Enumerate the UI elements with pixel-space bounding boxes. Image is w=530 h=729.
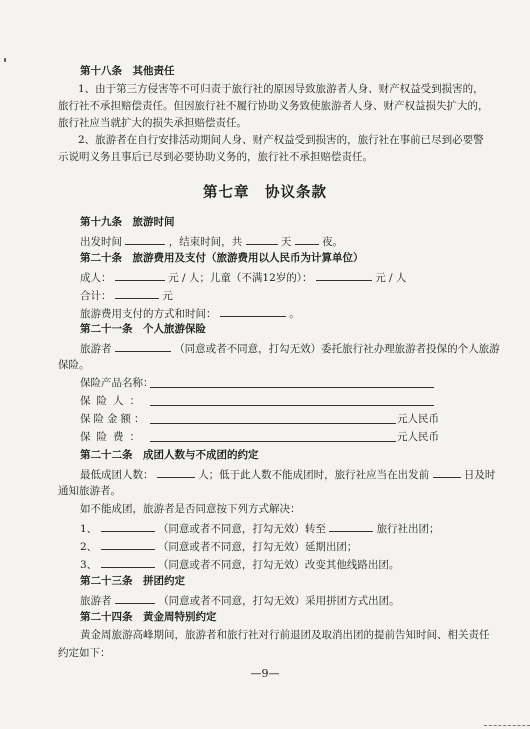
- transfer-agency-field[interactable]: [329, 520, 373, 532]
- fee-line: [80, 269, 406, 285]
- min-group-field[interactable]: [157, 466, 195, 478]
- tourist-label: 旅游者: [80, 343, 112, 355]
- option-1-line: [80, 520, 440, 536]
- option-1-end: 旅行社出团；: [376, 523, 440, 535]
- night-label: 夜。: [322, 236, 344, 248]
- end-label: ，结束时间，共: [168, 236, 243, 248]
- amount-field[interactable]: [150, 423, 396, 424]
- option-3-line: [80, 556, 399, 572]
- if-not-line: 如不能成团，旅游者是否同意按下列方式解决：: [80, 503, 301, 515]
- min-group-line: [80, 466, 495, 482]
- article-18-p1-line3: 旅行社应当就扩大的损失承担赔偿责任。: [58, 117, 247, 129]
- notice-days-field[interactable]: [433, 466, 461, 478]
- page-number: —9—: [250, 667, 280, 680]
- insurance-line2: 保险。: [58, 359, 90, 371]
- total-label: 合计：: [80, 290, 112, 302]
- joint-tourist-label: 旅游者: [80, 595, 112, 607]
- trip-time-line: [80, 233, 343, 249]
- insurance-consent-text: （同意或者不同意，打勾无效）委托旅行社办理旅游者投保的个人旅游: [174, 343, 500, 355]
- article-18-p2-line1: 2、旅游者在自行安排活动期间人身、财产权益受到损害的，旅行社在事前已尽到必要警: [78, 134, 484, 146]
- depart-label: 出发时间: [80, 236, 122, 248]
- adult-label: 成人：: [80, 272, 112, 284]
- joint-group-text: （同意或者不同意，打勾无效）采用拼团方式出团。: [158, 595, 400, 607]
- insurer-field[interactable]: [150, 405, 434, 406]
- joint-group-line: [80, 592, 400, 608]
- min-group-text: 人；低于此人数不能成团时，旅行社应当在出发前: [198, 469, 430, 481]
- amount-label: 保险金额：: [80, 413, 148, 425]
- option-2-line: [80, 538, 357, 554]
- amount-unit: 元人民币: [397, 413, 439, 425]
- option-2-text: （同意或者不同意，打勾无效）延期出团；: [157, 541, 358, 553]
- article-22-heading: 第二十二条 成团人数与不成团的约定: [80, 449, 259, 461]
- article-21-heading: 第二十一条 个人旅游保险: [80, 323, 206, 335]
- min-group-label: 最低成团人数：: [80, 469, 154, 481]
- payment-label: 旅游费用支付的方式和时间：: [80, 308, 217, 320]
- option-1-text: （同意或者不同意，打勾无效）转至: [157, 523, 326, 535]
- child-unit: 元 / 人: [375, 272, 407, 284]
- option-3-number: 3、: [80, 559, 98, 571]
- product-label: 保险产品名称：: [80, 377, 154, 389]
- total-line: [80, 287, 173, 303]
- option-1-number: 1、: [80, 523, 98, 535]
- insurer-label: 保险人：: [80, 395, 146, 407]
- depart-date-field[interactable]: [125, 233, 165, 245]
- article-18-heading: 第十八条 其他责任: [80, 65, 175, 77]
- adult-fee-field[interactable]: [115, 269, 165, 281]
- chapter-title: 第七章 协议条款: [203, 184, 327, 201]
- payment-line: [80, 305, 300, 321]
- total-field[interactable]: [115, 287, 159, 299]
- article-18-p1-line2: 旅行社不承担赔偿责任。但因旅行社不履行协助义务致使旅游者人身、财产权益损失扩大的，: [58, 100, 489, 112]
- scan-speck: [4, 58, 6, 62]
- insurance-consent-line: [80, 340, 500, 356]
- insurance-consent-field[interactable]: [115, 340, 171, 352]
- child-fee-field[interactable]: [316, 269, 372, 281]
- adult-unit: 元 / 人；儿童（不满12岁的）：: [168, 272, 313, 284]
- payment-field[interactable]: [220, 305, 286, 317]
- article-23-heading: 第二十三条 拼团约定: [80, 575, 185, 587]
- day-label: 天: [280, 236, 292, 248]
- option-2-field[interactable]: [101, 538, 155, 550]
- notice-days-text: 日及时: [463, 469, 496, 481]
- scan-edge-mark: [484, 725, 530, 729]
- option-3-text: （同意或者不同意，打勾无效）改变其他线路出团。: [157, 559, 400, 571]
- option-2-number: 2、: [80, 541, 98, 553]
- payment-end: 。: [289, 308, 300, 320]
- joint-group-field[interactable]: [115, 592, 155, 604]
- days-field[interactable]: [246, 233, 278, 245]
- nights-field[interactable]: [295, 233, 319, 245]
- product-field[interactable]: [150, 387, 434, 388]
- option-3-field[interactable]: [101, 556, 155, 568]
- option-1-field[interactable]: [101, 520, 155, 532]
- article-19-heading: 第十九条 旅游时间: [80, 216, 175, 228]
- premium-unit: 元人民币: [397, 431, 439, 443]
- total-unit: 元: [162, 290, 173, 302]
- article-18-p2-line2: 示说明义务且事后已尽到必要协助义务的，旅行社不承担赔偿责任。: [58, 151, 373, 163]
- article-18-p1-line1: 1、由于第三方侵害等不可归责于旅行社的原因导致旅游者人身、财产权益受到损害的，: [78, 83, 484, 95]
- premium-field[interactable]: [150, 441, 396, 442]
- article-24-heading: 第二十四条 黄金周特别约定: [80, 611, 217, 623]
- article-24-line1: 黄金周旅游高峰期间，旅游者和旅行社对行前退团及取消出团的提前告知时间、相关责任: [80, 629, 490, 641]
- article-20-heading: 第二十条 旅游费用及支付（旅游费用以人民币为计算单位）: [80, 252, 364, 264]
- notify-line: 通知旅游者。: [58, 485, 121, 497]
- premium-label: 保险费：: [80, 431, 146, 443]
- article-24-line2: 约定如下：: [58, 647, 111, 659]
